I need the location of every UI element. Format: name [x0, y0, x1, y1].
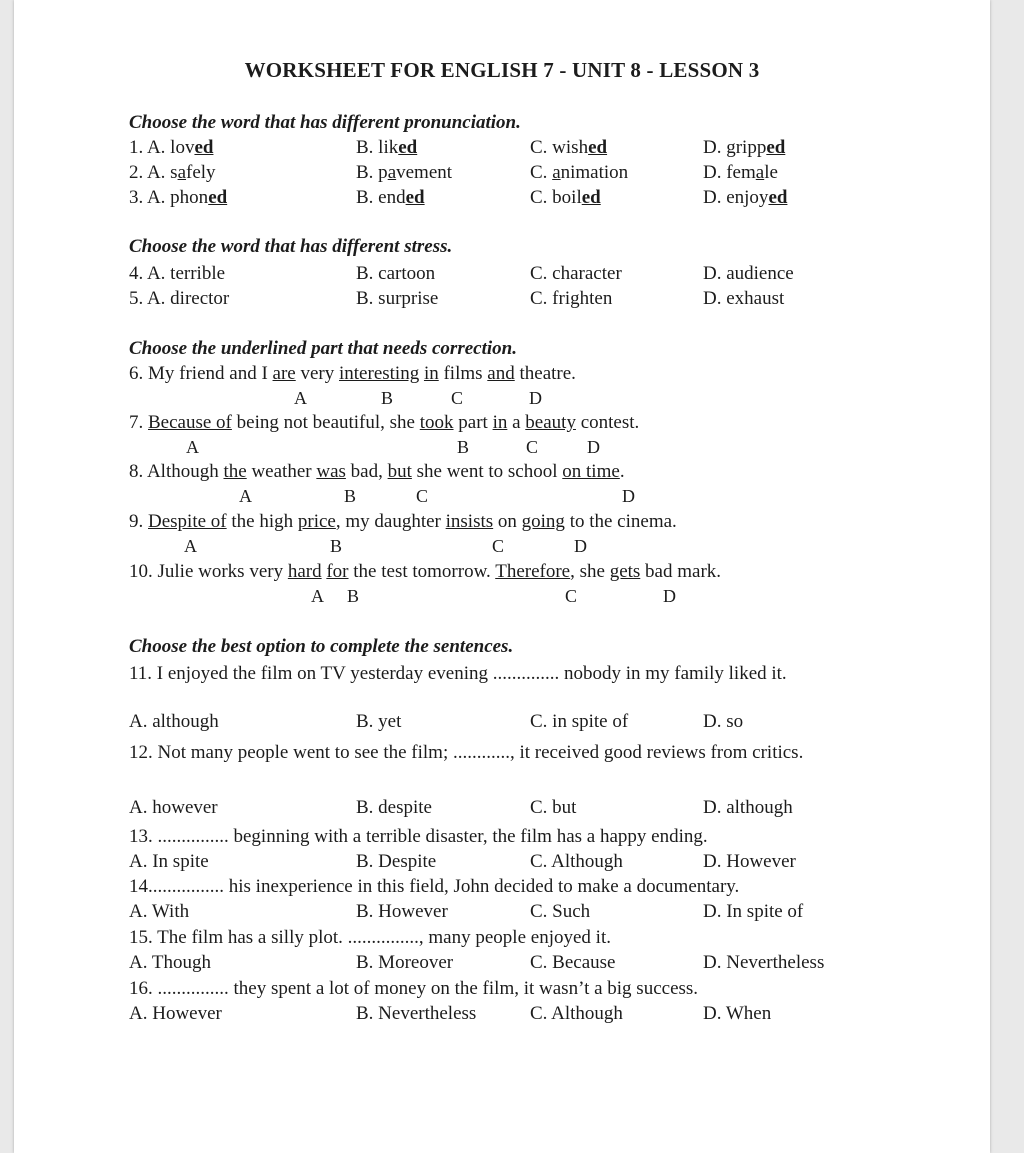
q3-option-d: D. enjoyed [703, 187, 788, 208]
question-16-text: 16. ............... they spent a lot of money on the film, it wasn’t a big success. [129, 978, 699, 999]
section-heading-correction: Choose the underlined part that needs correction. [129, 338, 517, 359]
question-12-text: 12. Not many people went to see the film; ............, it received good reviews from critics. [129, 742, 804, 763]
question-11-options [14, 711, 990, 735]
q11-option-d: D. so [703, 711, 744, 732]
q4-option-a: 4. A. terrible [129, 263, 226, 284]
question-6: 6. My friend and I are very interesting in films and theatre. [129, 363, 576, 384]
q6-letter-c: C [451, 388, 464, 408]
q13-option-c: C. Although [530, 851, 623, 872]
q14-option-a: A. With [129, 901, 190, 922]
question-11-text: 11. I enjoyed the film on TV yesterday evening .............. nobody in my family liked it. [129, 663, 787, 684]
question-10: 10. Julie works very hard for the test tomorrow. Therefore, she gets bad mark. [129, 561, 722, 582]
q5-option-b: B. surprise [356, 288, 439, 309]
q7-letter-a: A [186, 437, 199, 457]
q13-option-a: A. In spite [129, 851, 209, 872]
q8-letter-c: C [416, 486, 429, 506]
q4-option-b: B. cartoon [356, 263, 436, 284]
question-14-options [14, 901, 990, 925]
q13-option-d: D. However [703, 851, 796, 872]
q6-letter-d: D [529, 388, 542, 408]
question-7: 7. Because of being not beautiful, she took part in a beauty contest. [129, 412, 640, 433]
question-13-text: 13. ............... beginning with a terrible disaster, the film has a happy ending. [129, 826, 708, 847]
question-3 [14, 187, 990, 211]
q15-option-b: B. Moreover [356, 952, 454, 973]
question-1 [14, 137, 990, 161]
q8-letter-b: B [344, 486, 357, 506]
q1-option-b: B. liked [356, 137, 418, 158]
question-5 [14, 288, 990, 312]
q5-option-c: C. frighten [530, 288, 613, 309]
section-heading-best-option: Choose the best option to complete the sentences. [129, 636, 514, 657]
q12-option-d: D. although [703, 797, 793, 818]
q6-letter-a: A [294, 388, 307, 408]
page-title: WORKSHEET FOR ENGLISH 7 - UNIT 8 - LESSON 3 [244, 58, 760, 82]
q12-option-c: C. but [530, 797, 577, 818]
q9-letter-c: C [492, 536, 505, 556]
q10-letter-b: B [347, 586, 360, 606]
q2-option-a: 2. A. safely [129, 162, 216, 183]
q11-option-b: B. yet [356, 711, 402, 732]
q5-option-a: 5. A. director [129, 288, 230, 309]
q14-option-d: D. In spite of [703, 901, 804, 922]
q16-option-a: A. However [129, 1003, 222, 1024]
q1-option-d: D. gripped [703, 137, 786, 158]
question-4 [14, 263, 990, 287]
q16-option-c: C. Although [530, 1003, 623, 1024]
q14-option-c: C. Such [530, 901, 591, 922]
q3-option-b: B. ended [356, 187, 425, 208]
question-13-options [14, 851, 990, 875]
q10-letter-c: C [565, 586, 578, 606]
q16-option-b: B. Nevertheless [356, 1003, 477, 1024]
q7-letter-d: D [587, 437, 600, 457]
worksheet-content [14, 0, 990, 1153]
q11-option-c: C. in spite of [530, 711, 629, 732]
q15-option-a: A. Though [129, 952, 211, 973]
q13-option-b: B. Despite [356, 851, 437, 872]
q10-letter-d: D [663, 586, 676, 606]
q9-letter-d: D [574, 536, 587, 556]
q16-option-d: D. When [703, 1003, 772, 1024]
q1-option-c: C. wished [530, 137, 608, 158]
section-heading-stress: Choose the word that has different stress. [129, 236, 453, 257]
q9-letter-b: B [330, 536, 343, 556]
q1-option-a: 1. A. loved [129, 137, 214, 158]
worksheet-page [14, 0, 990, 1153]
q7-letter-b: B [457, 437, 470, 457]
question-16-options [14, 1003, 990, 1027]
q2-option-b: B. pavement [356, 162, 453, 183]
q3-option-a: 3. A. phoned [129, 187, 228, 208]
q15-option-c: C. Because [530, 952, 616, 973]
q2-option-c: C. animation [530, 162, 629, 183]
question-14-text: 14................ his inexperience in this field, John decided to make a documentary. [129, 876, 740, 897]
q6-letter-b: B [381, 388, 394, 408]
question-12-options [14, 797, 990, 821]
q5-option-d: D. exhaust [703, 288, 785, 309]
q9-letter-a: A [184, 536, 197, 556]
question-8: 8. Although the weather was bad, but she went to school on time. [129, 461, 625, 482]
q11-option-a: A. although [129, 711, 219, 732]
q3-option-c: C. boiled [530, 187, 601, 208]
q15-option-d: D. Nevertheless [703, 952, 825, 973]
q8-letter-a: A [239, 486, 252, 506]
question-15-options [14, 952, 990, 976]
q12-option-a: A. however [129, 797, 218, 818]
q8-letter-d: D [622, 486, 635, 506]
q12-option-b: B. despite [356, 797, 432, 818]
q4-option-c: C. character [530, 263, 622, 284]
q14-option-b: B. However [356, 901, 448, 922]
q4-option-d: D. audience [703, 263, 794, 284]
q10-letter-a: A [311, 586, 324, 606]
question-2 [14, 162, 990, 186]
q2-option-d: D. female [703, 162, 778, 183]
question-15-text: 15. The film has a silly plot. ..............., many people enjoyed it. [129, 927, 611, 948]
q7-letter-c: C [526, 437, 539, 457]
section-heading-pronunciation: Choose the word that has different pronunciation. [129, 112, 521, 133]
question-9: 9. Despite of the high price, my daughter insists on going to the cinema. [129, 511, 677, 532]
